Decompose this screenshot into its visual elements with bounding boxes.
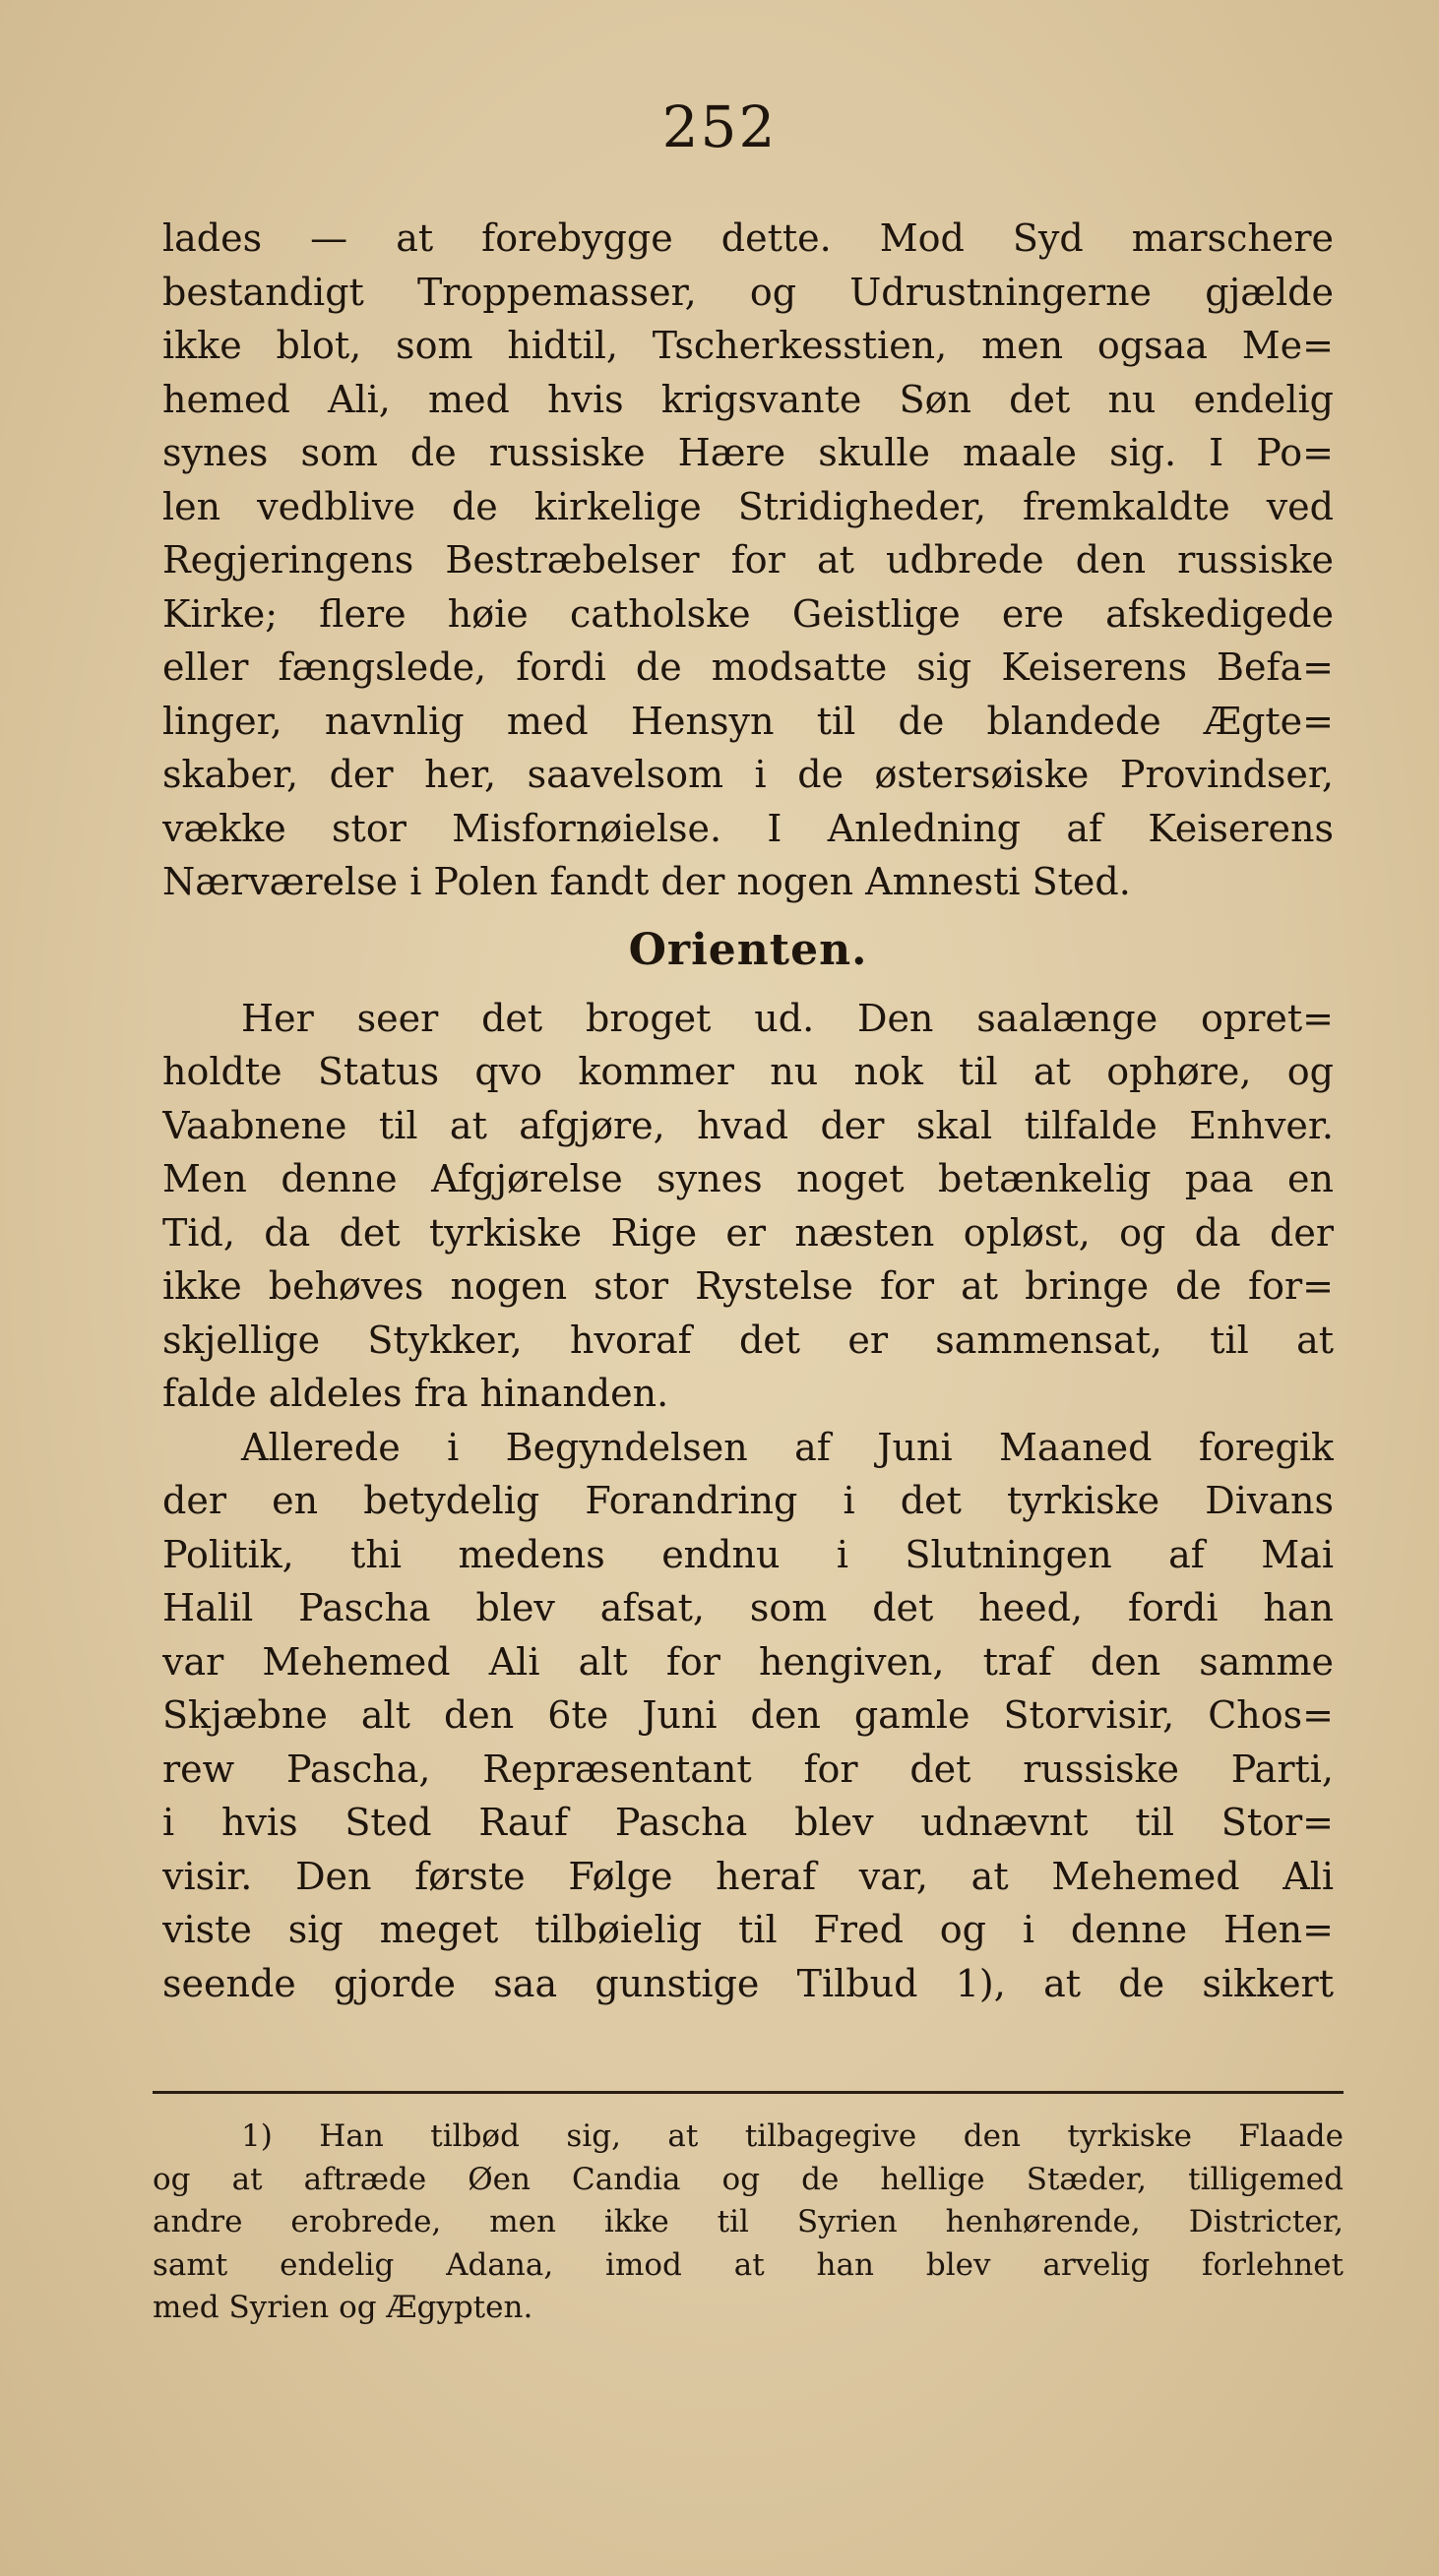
footnote-line: 1) Han tilbød sig, at tilbagegive den tyrkiske Flaade — [241, 2118, 1344, 2154]
text-line: visir. Den første Følge heraf var, at Mehemed Ali — [162, 1854, 1334, 1898]
text-line: der en betydelig Forandring i det tyrkiske Divans — [162, 1479, 1334, 1522]
text-line: skjellige Stykker, hvoraf det er sammensat, til at — [162, 1318, 1334, 1362]
footnote-block — [153, 2116, 1344, 2330]
text-line: linger, navnlig med Hensyn til de blandede Ægte= — [162, 699, 1334, 743]
body-text — [162, 212, 1334, 2010]
text-line: rew Pascha, Repræsentant for det russiske Parti, — [162, 1747, 1334, 1791]
text-line: Her seer det broget ud. Den saalænge opret= — [241, 996, 1334, 1040]
text-line: seende gjorde saa gunstige Tilbud 1), at de sikkert — [162, 1961, 1334, 2005]
text-line: bestandigt Troppemasser, og Udrustningerne gjælde — [162, 270, 1334, 314]
footnote-divider — [153, 2091, 1344, 2094]
text-line: viste sig meget tilbøielig til Fred og i denne Hen= — [162, 1908, 1334, 1951]
text-line: Regjeringens Bestræbelser for at udbrede den russiske — [162, 538, 1334, 582]
text-line: ikke blot, som hidtil, Tscherkesstien, men ogsaa Me= — [162, 324, 1334, 367]
text-line: i hvis Sted Rauf Pascha blev udnævnt til Stor= — [162, 1801, 1334, 1844]
text-line: ikke behøves nogen stor Rystelse for at bringe de for= — [162, 1264, 1334, 1308]
text-line: len vedblive de kirkelige Stridigheder, fremkaldte ved — [162, 484, 1334, 528]
footnote-line: og at aftræde Øen Candia og de hellige Stæder, tilligemed — [153, 2161, 1344, 2197]
text-line: Halil Pascha blev afsat, som det heed, fordi han — [162, 1586, 1334, 1629]
text-line: Kirke; flere høie catholske Geistlige ere afskedigede — [162, 591, 1334, 636]
text-line: Tid, da det tyrkiske Rige er næsten opløst, og da der — [162, 1210, 1334, 1255]
text-line: Nærværelse i Polen fandt der nogen Amnesti Sted. — [162, 860, 1131, 903]
text-line: holdte Status qvo kommer nu nok til at ophøre, og — [162, 1050, 1334, 1093]
footnote-line: samt endelig Adana, imod at han blev arvelig forlehnet — [153, 2246, 1344, 2283]
text-line: synes som de russiske Hære skulle maale sig. I Po= — [162, 431, 1334, 474]
text-line: Politik, thi medens endnu i Slutningen af Mai — [162, 1532, 1334, 1576]
text-line: lades — at forebygge dette. Mod Syd marschere — [162, 216, 1334, 260]
text-line: Skjæbne alt den 6te Juni den gamle Storvisir, Chos= — [162, 1693, 1334, 1737]
text-line: Vaabnene til at afgjøre, hvad der skal tilfalde Enhver. — [162, 1103, 1334, 1147]
text-line: Men denne Afgjørelse synes noget betænkelig paa en — [162, 1157, 1334, 1200]
footnote-line: med Syrien og Ægypten. — [153, 2290, 533, 2325]
page-number: 252 — [661, 93, 778, 160]
text-line: vække stor Misfornøielse. I Anledning af Keiserens — [162, 806, 1334, 850]
footnote-line: andre erobrede, men ikke til Syrien henhørende, Districter, — [153, 2204, 1344, 2239]
text-line: var Mehemed Ali alt for hengiven, traf den samme — [162, 1639, 1334, 1684]
section-heading: Orienten. — [628, 924, 868, 975]
text-line: eller fængslede, fordi de modsatte sig Keiserens Befa= — [162, 645, 1334, 689]
text-line: hemed Ali, med hvis krigsvante Søn det nu endelig — [162, 377, 1334, 421]
text-line: skaber, der her, saavelsom i de østersøiske Provindser, — [162, 753, 1334, 796]
text-line: falde aldeles fra hinanden. — [162, 1372, 669, 1415]
text-line: Allerede i Begyndelsen af Juni Maaned foregik — [241, 1425, 1334, 1469]
